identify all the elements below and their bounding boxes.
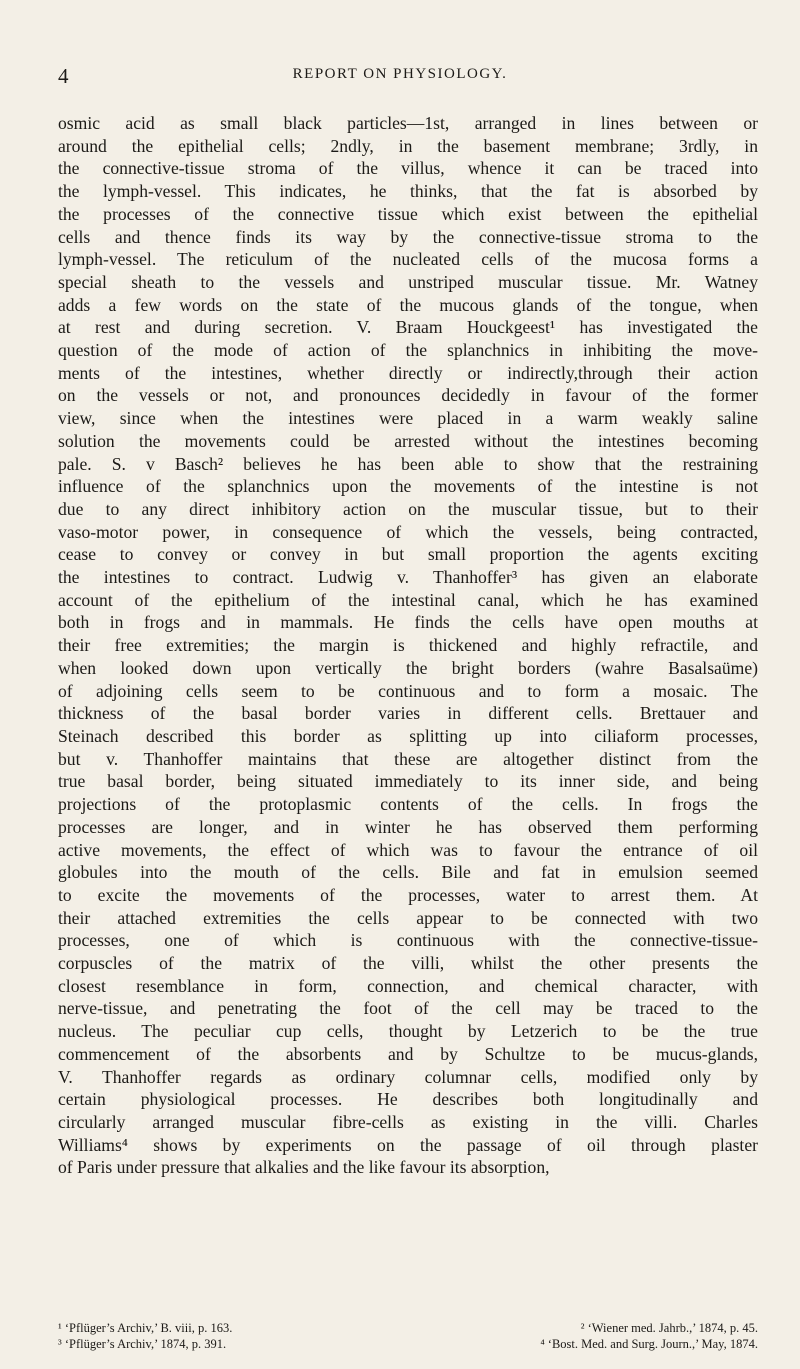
text-line: the lymph-vessel. This indicates, he thinks, that the fat is absorbed by <box>58 181 758 202</box>
text-line: processes are longer, and in winter he has observed them performing <box>58 816 758 837</box>
page-number: 4 <box>58 64 69 88</box>
text-line: nucleus. The peculiar cup cells, thought by Letzerich to be the true <box>58 1021 758 1042</box>
text-line: cells and thence finds its way by the connective-tissue stroma to the <box>58 226 758 247</box>
text-line: at rest and during secretion. V. Braam Houckgeest¹ has investigated the <box>58 317 758 338</box>
body-text <box>58 112 758 1179</box>
text-line: of Paris under pressure that alkalies and the like favour its absorption, <box>58 1157 550 1178</box>
text-line: projections of the protoplasmic contents of the cells. In frogs the <box>58 794 758 815</box>
footnote: ¹ ‘Pflüger’s Archiv,’ B. viii, p. 163. <box>58 1321 233 1335</box>
text-line: but v. Thanhoffer maintains that these are altogether distinct from the <box>58 748 758 769</box>
text-line: solution the movements could be arrested without the intestines becoming <box>58 430 758 451</box>
text-line: adds a few words on the state of the mucous glands of the tongue, when <box>58 294 758 315</box>
text-line: the connective-tissue stroma of the villus, whence it can be traced into <box>58 158 758 179</box>
text-line: cease to convey or convey in but small proportion the agents exciting <box>58 544 758 565</box>
footnote: ² ‘Wiener med. Jahrb.,’ 1874, p. 45. <box>580 1321 758 1335</box>
text-line: osmic acid as small black particles—1st, arranged in lines between or <box>58 113 758 133</box>
text-line: to excite the movements of the processes, water to arrest them. At <box>58 884 758 905</box>
text-line: their attached extremities the cells appear to be connected with two <box>58 907 758 928</box>
text-line: around the epithelial cells; 2ndly, in the basement membrane; 3rdly, in <box>58 135 758 156</box>
text-line: influence of the splanchnics upon the movements of the intestine is not <box>58 476 758 497</box>
footnote: ⁴ ‘Bost. Med. and Surg. Journ.,’ May, 1874. <box>540 1337 758 1351</box>
text-line: certain physiological processes. He describes both longitudinally and <box>58 1089 758 1110</box>
text-line: ments of the intestines, whether directly or indirectly,through their action <box>58 362 758 383</box>
footnotes <box>58 1320 758 1352</box>
text-line: closest resemblance in form, connection, and chemical character, with <box>58 975 758 996</box>
text-line: commencement of the absorbents and by Schultze to be mucus-glands, <box>58 1043 758 1064</box>
text-line: V. Thanhoffer regards as ordinary columnar cells, modified only by <box>58 1066 758 1087</box>
footnote-row <box>58 1336 758 1352</box>
text-line: the intestines to contract. Ludwig v. Thanhoffer³ has given an elaborate <box>58 567 758 588</box>
text-line: globules into the mouth of the cells. Bile and fat in emulsion seemed <box>58 862 758 883</box>
text-line: question of the mode of action of the splanchnics in inhibiting the move- <box>58 340 758 361</box>
text-line: processes, one of which is continuous with the connective-tissue- <box>58 930 758 951</box>
text-line: corpuscles of the matrix of the villi, whilst the other presents the <box>58 953 758 974</box>
text-line: lymph-vessel. The reticulum of the nucleated cells of the mucosa forms a <box>58 249 758 270</box>
footnote-row <box>58 1320 758 1336</box>
text-line: vaso-motor power, in consequence of which the vessels, being contracted, <box>58 521 758 542</box>
text-line: true basal border, being situated immediately to its inner side, and being <box>58 771 758 792</box>
text-line: nerve-tissue, and penetrating the foot of the cell may be traced to the <box>58 998 758 1019</box>
text-line: due to any direct inhibitory action on the muscular tissue, but to their <box>58 498 758 519</box>
text-line: pale. S. v Basch² believes he has been able to show that the restraining <box>58 453 758 474</box>
text-line: both in frogs and in mammals. He finds the cells have open mouths at <box>58 612 758 633</box>
text-line: view, since when the intestines were placed in a warm weakly saline <box>58 408 758 429</box>
text-line: Steinach described this border as splitting up into ciliaform processes, <box>58 725 758 746</box>
text-line: thickness of the basal border varies in different cells. Brettauer and <box>58 703 758 724</box>
text-line: account of the epithelium of the intestinal canal, which he has examined <box>58 589 758 610</box>
text-line: special sheath to the vessels and unstriped muscular tissue. Mr. Watney <box>58 271 758 292</box>
footnote: ³ ‘Pflüger’s Archiv,’ 1874, p. 391. <box>58 1337 227 1351</box>
text-line: their free extremities; the margin is thickened and highly refractile, and <box>58 635 758 656</box>
text-line: when looked down upon vertically the bright borders (wahre Basalsaüme) <box>58 657 758 678</box>
text-line: the processes of the connective tissue which exist between the epithelial <box>58 203 758 224</box>
text-line: on the vessels or not, and pronounces decidedly in favour of the former <box>58 385 758 406</box>
text-line: active movements, the effect of which was to favour the entrance of oil <box>58 839 758 860</box>
text-line: circularly arranged muscular fibre-cells as existing in the villi. Charles <box>58 1111 758 1132</box>
text-line: Williams⁴ shows by experiments on the passage of oil through plaster <box>58 1134 758 1155</box>
text-line: of adjoining cells seem to be continuous and to form a mosaic. The <box>58 680 758 701</box>
running-head: REPORT ON PHYSIOLOGY. <box>292 66 508 82</box>
